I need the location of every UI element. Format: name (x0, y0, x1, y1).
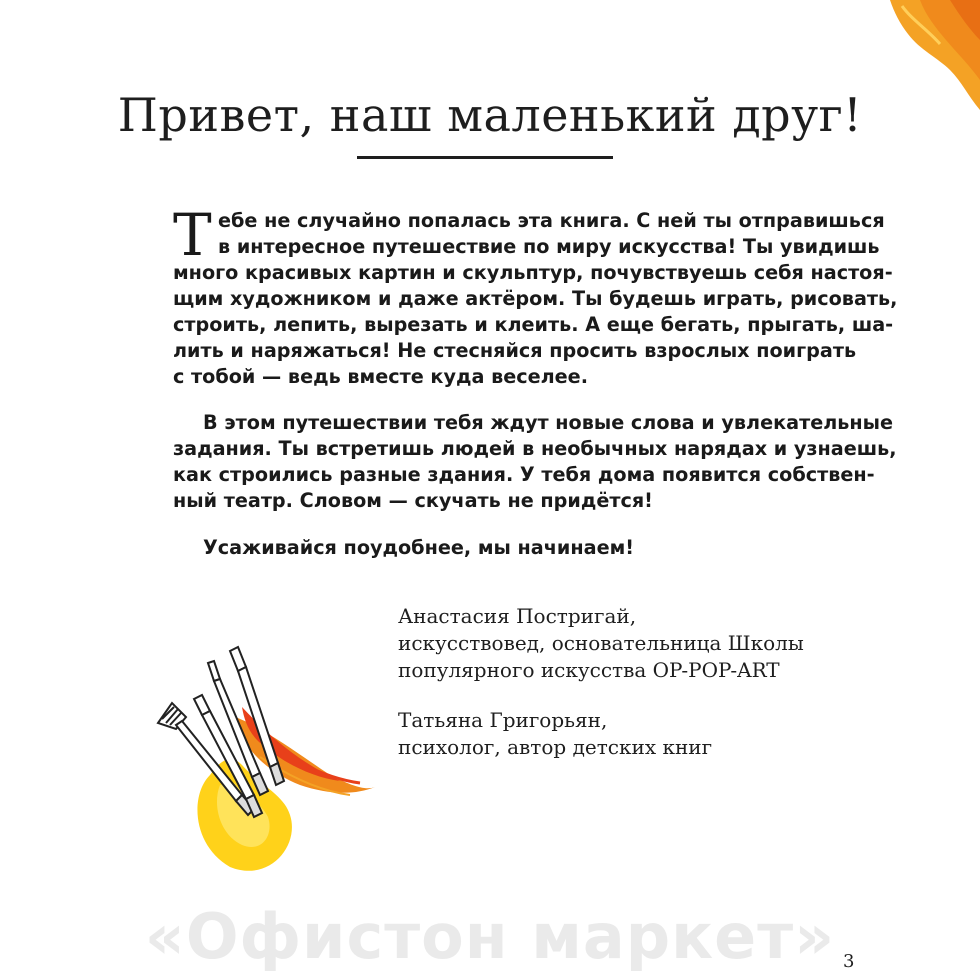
drop-cap: Т (173, 201, 212, 269)
text-line: щим художником и даже актёром. Ты будешь играть, рисовать, (173, 287, 898, 310)
text-line: Усаживайся поудобнее, мы начинаем! (203, 536, 635, 559)
author-title: психолог, автор детских книг (398, 735, 713, 759)
text-line: ный театр. Словом — скучать не придётся! (173, 489, 653, 512)
text-line: в интересное путешествие по миру искусства! Ты увидишь (218, 235, 880, 258)
title-underline (357, 156, 613, 159)
text-line: лить и наряжаться! Не стесняйся просить взрослых поиграть (173, 339, 857, 362)
watermark: «Офистон маркет» (144, 900, 836, 973)
text-line: ебе не случайно попалась эта книга. С ней ты отправишься (218, 209, 885, 232)
author-signature-postrigai (398, 603, 804, 684)
author-name: Анастасия Постригай, (398, 604, 637, 628)
author-name: Татьяна Григорьян, (398, 708, 608, 732)
text-line: как строились разные здания. У тебя дома появится собствен- (173, 463, 875, 486)
journey-paragraph (173, 410, 897, 514)
author-title: популярного искусства OP-POP-ART (398, 658, 780, 682)
page-title: Привет, наш маленький друг! (117, 88, 863, 142)
page-number: 3 (843, 951, 855, 972)
text-line: В этом путешествии тебя ждут новые слова и увлекательные (203, 411, 894, 434)
closing-paragraph (173, 535, 813, 561)
text-line: строить, лепить, вырезать и клеить. А еще бегать, прыгать, ша- (173, 313, 894, 336)
author-title: искусствовед, основательница Школы (398, 631, 804, 655)
paintbrushes-icon (150, 645, 390, 875)
text-line: задания. Ты встретишь людей в необычных нарядах и узнаешь, (173, 437, 897, 460)
text-line: много красивых картин и скульптур, почувствуешь себя настоя- (173, 261, 893, 284)
intro-paragraph (173, 201, 898, 390)
text-line: с тобой — ведь вместе куда веселее. (173, 365, 588, 388)
author-signature-grigoryan (398, 707, 712, 761)
